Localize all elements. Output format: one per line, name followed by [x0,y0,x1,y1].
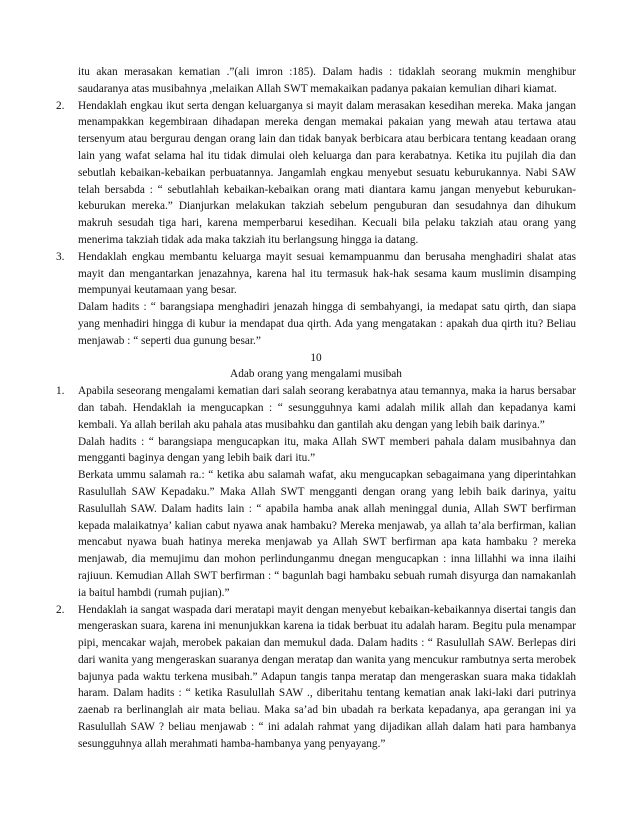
item-number: 3. [56,250,65,263]
item-paragraph: Berkata ummu salamah ra.: “ ketika abu salamah wafat, aku mengucapkan sebagaimana yang diperintahkan Rasulullah SAW Kepadaku.” Maka Allah SWT mengganti dengan orang yang lebih baik darinya, yaitu Rasulullah SAW. Dalam hadits lain : “ apabila hamba anak allah meninggal dunia, Allah SWT berfirman kepada malaikatnya’ kalian cabut nyawa anak hambaku? Mereka menjawab, ya allah ta’ala berfirman, kalian mencabut nyawa buah hatinya mereka menjawab ya Allah SWT berfirman apa kata hambaku ? mereka menjawab, dia memujimu dan mohon perlindunganmu dnegan mengucapkan : inna lillahhi wa inna ilaihi rajiuun. Kemudian Allah SWT berfirman : “ bagunlah bagi hambaku sebuah rumah disyurga dan namakanlah ia baitul hambdi (rumah pujian).” [78,469,576,599]
list-item [56,98,576,249]
list-item [56,602,576,753]
list-item [56,383,576,601]
page-content [56,64,576,753]
continuation-paragraph: itu akan merasakan kematian .”(ali imron :185). Dalam hadis : tidaklah seorang mukmin menghibur saudaranya atas musibahnya ,melaikan Allah SWT memakaikan padanya pakaian kemulian dihari kiamat. [78,66,576,95]
item-number: 2. [56,99,65,112]
item-paragraph: Hendaklah engkau membantu keluarga mayit sesuai kemampuanmu dan berusaha menghadiri shalat atas mayit dan mengantarkan jenazahnya, karena hal itu termasuk hak-hak sesama kaum muslimin disamping mempunyai keutamaan yang besar. [78,250,576,297]
item-paragraph: Dalah hadits : “ barangsiapa mengucapkan itu, maka Allah SWT memberi pahala dalam musibahnya dan mengganti baginya dengan yang lebih baik dari itu.” [78,435,576,465]
item-number: 2. [56,603,65,616]
item-number: 1. [56,385,65,398]
item-paragraph: Hendaklah ia sangat waspada dari meratapi mayit dengan menyebut kebaikan-kebaikannya disertai tangis dan mengeraskan suara, karena ini menunjukkan karena ia tidak berbuat itu adalah haram. Begitu pula menampar pipi, mencakar wajah, merobek pakaian dan memukul dada. Dalam hadits : “ Rasulullah SAW. Berlepas diri dari wanita yang mengeraskan suaranya dengan meratap dan wanita yang mencukur rambutnya serta merobek bajunya pada waktu terkena musibah.” Adapun tangis tanpa meratap dan mengeraskan suara maka tidaklah haram. Dalam hadits : “ ketika Rasulullah SAW ., diberitahu tentang kematian anak laki-laki dari putrinya zaenab ra berlinanglah air mata beliau. Maka sa’ad bin ubadah ra berkata kepadanya, apa gerangan ini ya Rasulullah SAW ? beliau menjawab : “ ini adalah rahmat yang dijadikan allah dalam hati para hambanya sesungguhnya allah merahmati hamba-hambanya yang penyayang.” [78,603,576,750]
item-paragraph: Apabila seseorang mengalami kematian dari salah seorang kerabatnya atau temannya, maka ia harus bersabar dan tabah. Hendaklah ia mengucapkan : “ sesungguhnya kami adalah milik allah dan kepadanya kami kembali. Ya allah berilah aku pahala atas musibahku dan gantilah aku dengan yang lebih baik darinya.” [78,385,576,431]
page-number: 10 [310,351,322,364]
section-heading: Adab orang yang mengalami musibah [230,368,402,381]
item-paragraph: Dalam hadits : “ barangsiapa menghadiri jenazah hingga di sembahyangi, ia medapat satu qirth, dan siapa yang menhadiri hingga di kubur ia mendapat dua qirth. Ada yang mengatakan : apakah dua qirth itu? Beliau menjawab : “ seperti dua gunung besar.” [78,301,576,347]
item-paragraph: Hendaklah engkau ikut serta dengan keluarganya si mayit dalam merasakan kesedihan mereka. Maka jangan menampakkan kegembiraan dihadapan mereka dengan memakai pakaian yang mewah atau tertawa atau tersenyum atau bergurau dengan orang lain dan tidak banyak berbicara atau berbicara tentang keadaan orang lain yang wafat selama hal itu tidak dimulai oleh keluarga dan para kerabatnya. Ketika itu pujilah dia dan sebutlah kebaikan-kebaikan perbuatannya. Jangamlah engkau menyebut sesuatu keburukannya. Nabi SAW telah bersabda : “ sebutlahlah kebaikan-kebaikan orang mati diantara kamu jangan menyebut keburukan-keburukan mereka.” Dianjurkan melakukan takziah sebelum penguburan dan sesudahnya dan dihukum makruh sesudah tiga hari, karena memperbarui kesedihan. Kecuali bila pelaku takziah atau orang yang menerima takziah tidak ada maka takziah itu berlangsung hingga ia datang. [78,99,576,246]
list-item [56,249,576,350]
